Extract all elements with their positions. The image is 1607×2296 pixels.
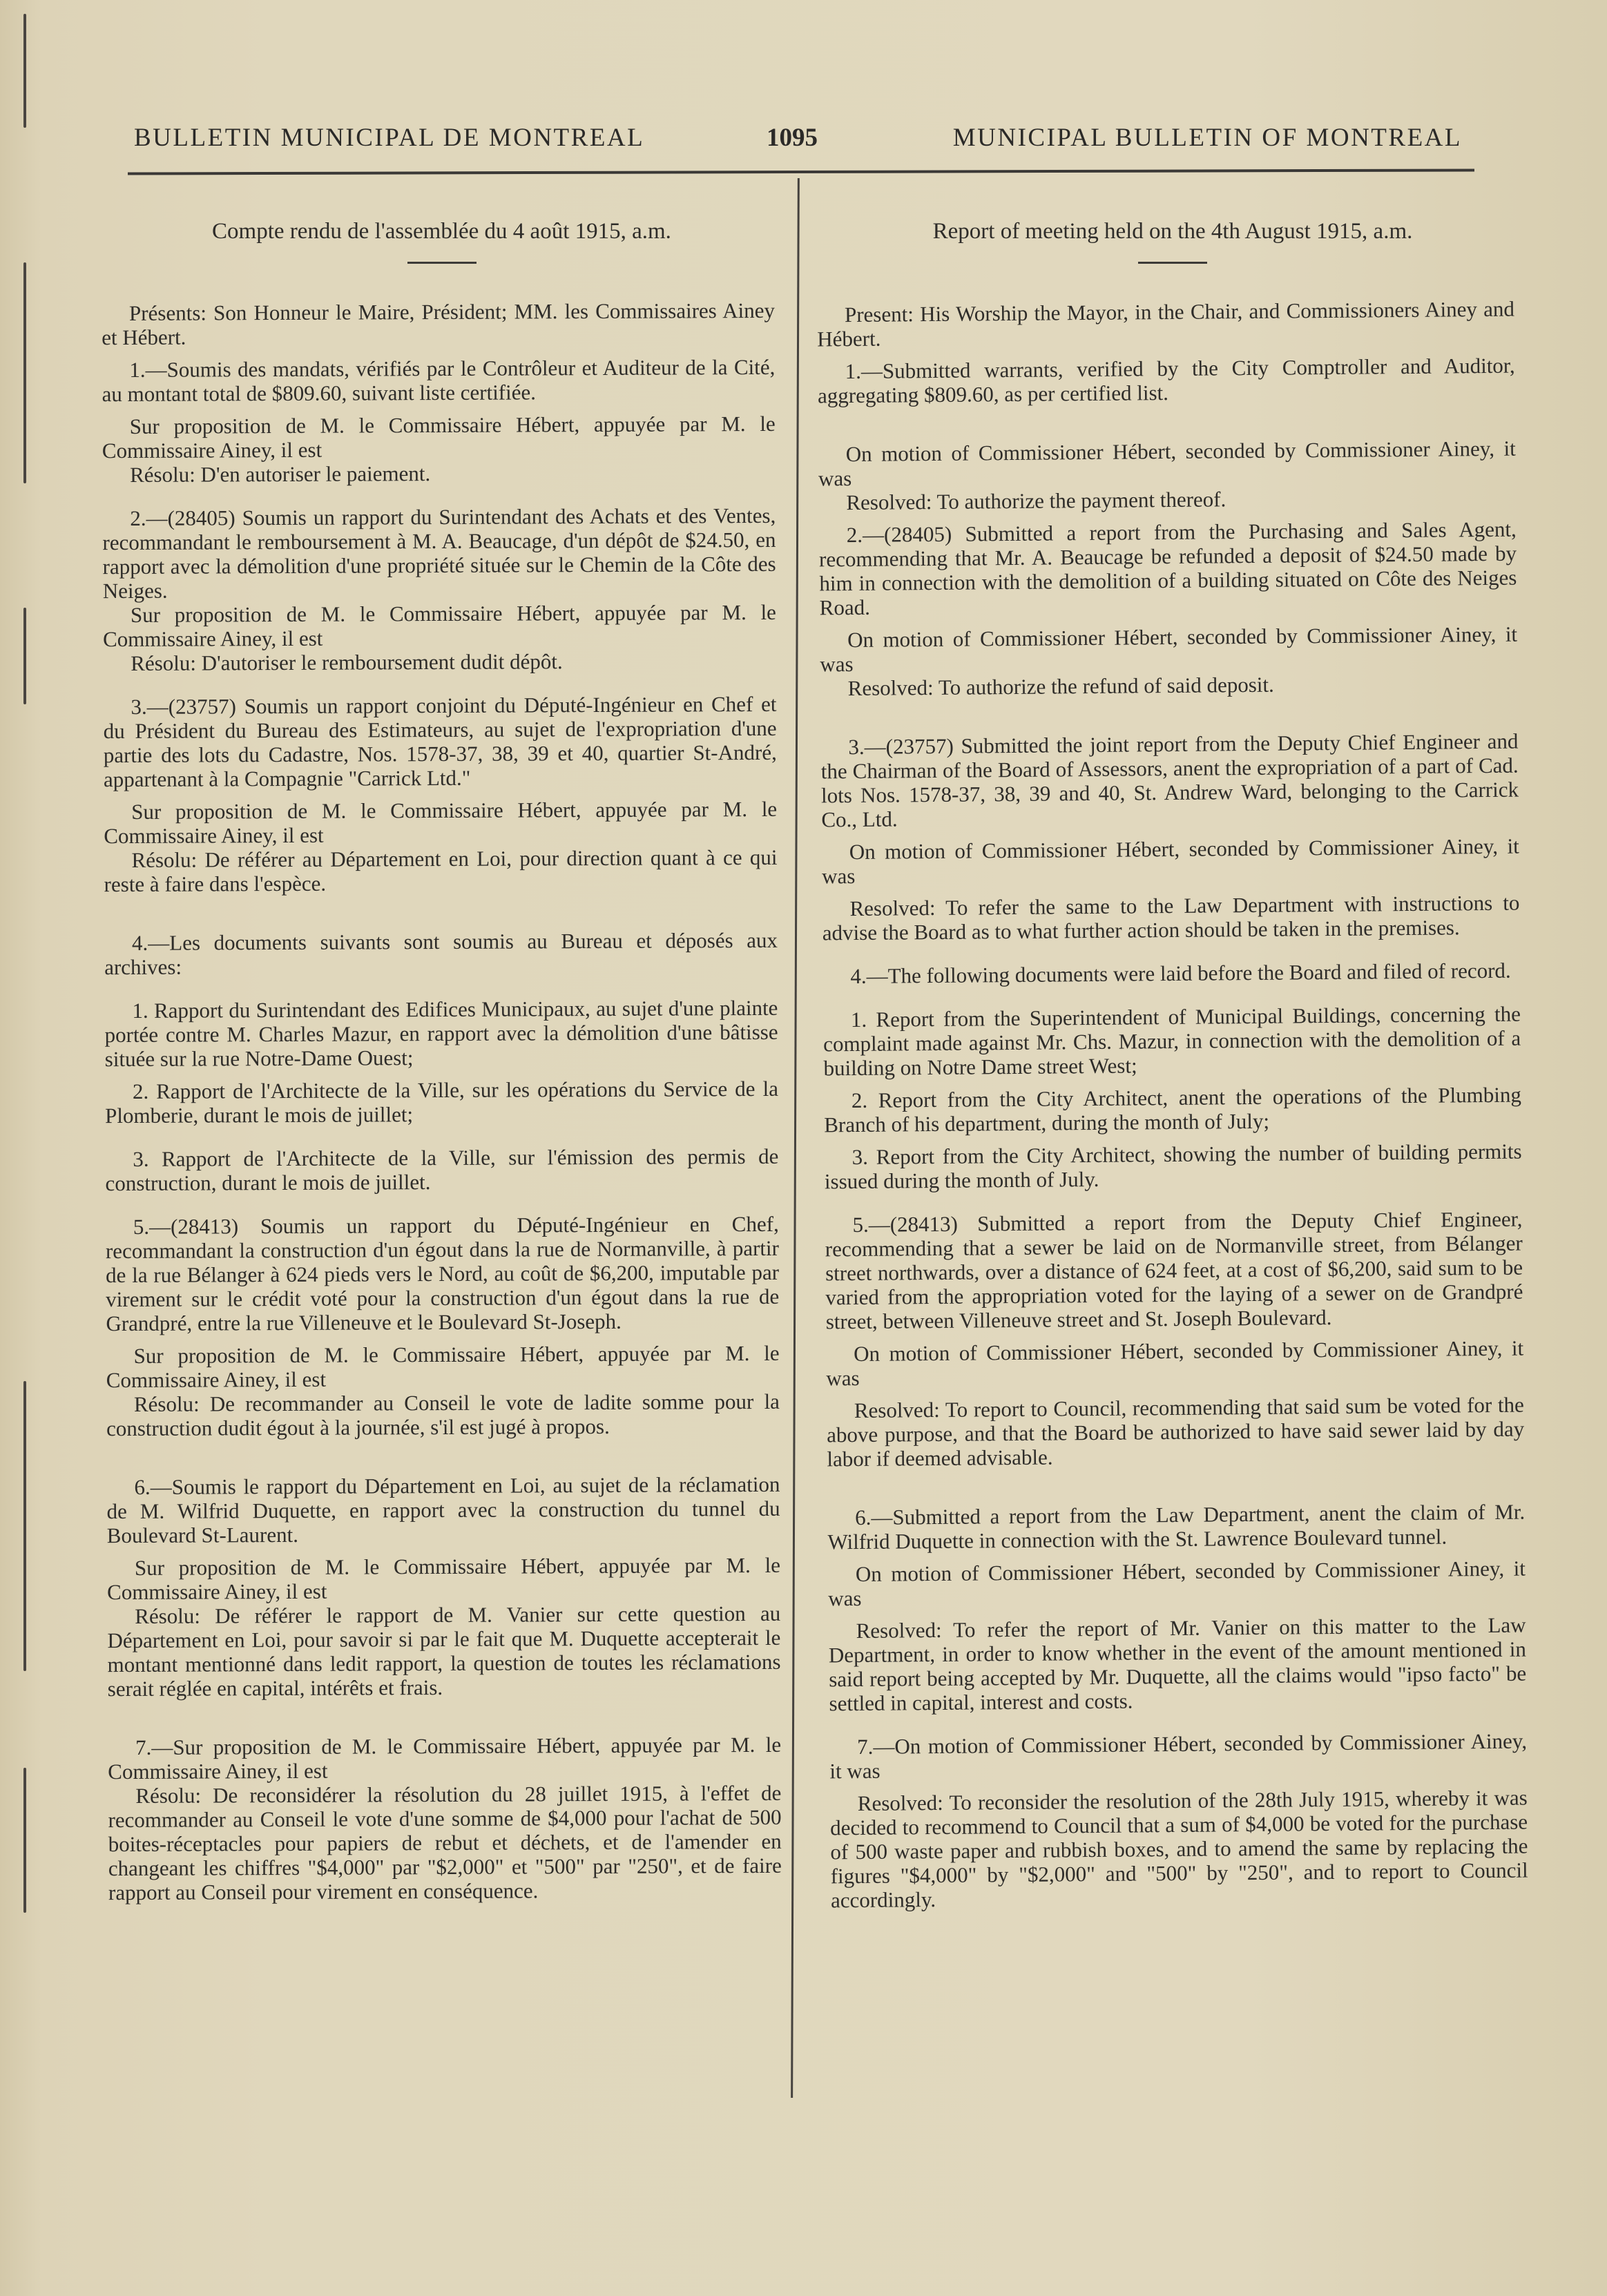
- motion-paragraph: Sur proposition de M. le Commissaire Hébert, appuyée par M. le Commissaire Ainey, il est: [104, 796, 778, 849]
- document-list-item: 1. Report from the Superintendent of Municipal Buildings, concerning the complaint made against Mr. Chs. Mazur, in connection with the demolition of a building on Notre Dame street West;: [823, 1001, 1521, 1081]
- document-list-item: 2. Rapport de l'Architecte de la Ville, sur les opérations du Service de la Plomberie, durant le mois de juillet;: [105, 1076, 778, 1128]
- running-header: [131, 123, 1476, 157]
- item-3-paragraph: 3.—(23757) Submitted the joint report from the Deputy Chief Engineer and the Chairman of the Board of Assessors, anent the expropriation of a part of Cad. lots Nos. 1578-37, 38, 39 and 40, St. Andrew Ward, belonging to the Carrick Co., Ltd.: [820, 729, 1519, 832]
- title-separator: [1138, 262, 1207, 264]
- item-2-paragraph: 2.—(28405) Soumis un rapport du Surintendant des Achats et des Ventes, recommandant le remboursement à M. A. Beaucage, d'un dépôt de $24.50, en rapport avec la démolition d'une propriété située sur le Chemin de la Côte des Neiges.: [102, 503, 776, 604]
- item-1-paragraph: 1.—Soumis des mandats, vérifiés par le Contrôleur et Auditeur de la Cité, au montant total de $809.60, suivant liste certifiée.: [102, 354, 776, 407]
- item-5-paragraph: 5.—(28413) Soumis un rapport du Député-Ingénieur en Chef, recommandant la construction d'un égout dans la rue de Normanville, à partir de la rue Bélanger à 624 pieds vers le Nord, au coût de $6,200, imputable par virement sur le crédit voté pour la construction d'un égout dans la rue de Grandpré, entre la rue Villeneuve et le Boulevard St-Joseph.: [105, 1211, 780, 1336]
- resolution-paragraph: Resolved: To reconsider the resolution of the 28th July 1915, whereby it was decided to recommend to Council that a sum of $4,000 be voted for the purchase of 500 waste paper and rubbish boxes, and to amend the same by replacing the figures "$4,000" by "$2,000" and "500" by "250", and to report to Council accordingly.: [829, 1785, 1528, 1913]
- page-number: 1095: [767, 124, 818, 152]
- motion-paragraph: Sur proposition de M. le Commissaire Hébert, appuyée par M. le Commissaire Ainey, il est: [102, 411, 776, 463]
- resolution-paragraph: Resolved: To refer the report of Mr. Vanier on this matter to the Law Department, in order to know whether in the event of the amount mentioned in said report being accepted by Mr. Duquette, all the claims would "ipso facto" be settled in capital, interest and costs.: [828, 1612, 1527, 1716]
- document-list-item: 3. Rapport de l'Architecte de la Ville, sur l'émission des permis de construction, durant le mois de juillet.: [105, 1144, 779, 1196]
- binding-mark: [23, 14, 26, 128]
- motion-paragraph: Sur proposition de M. le Commissaire Hébert, appuyée par M. le Commissaire Ainey, il est: [107, 1552, 781, 1605]
- resolution-paragraph: Résolu: De recommander au Conseil le vote de ladite somme pour la construction dudit égout à la journée, s'il est jugé à propos.: [106, 1389, 780, 1441]
- attendance-paragraph: Present: His Worship the Mayor, in the Chair, and Commissioners Ainey and Hébert.: [817, 296, 1515, 351]
- item-1-paragraph: 1.—Submitted warrants, verified by the City Comptroller and Auditor, aggregating $809.60, as per certified list.: [817, 353, 1515, 408]
- resolution-paragraph: Resolved: To refer the same to the Law Department with instructions to advise the Board as to what further action should be taken in the premises.: [822, 890, 1520, 945]
- motion-paragraph: Sur proposition de M. le Commissaire Hébert, appuyée par M. le Commissaire Ainey, il est: [106, 1340, 780, 1393]
- resolution-paragraph: Résolu: D'autoriser le remboursement dudit dépôt.: [131, 649, 563, 675]
- item-4-paragraph: 4.—Les documents suivants sont soumis au Bureau et déposés aux archives:: [104, 927, 778, 980]
- document-list-item: 1. Rapport du Surintendant des Edifices Municipaux, au sujet d'une plainte portée contre M. Charles Mazur, en rapport avec la démolition d'une bâtisse située sur la rue Notre-Dame Ouest;: [104, 995, 778, 1072]
- french-minutes: [102, 298, 782, 1904]
- english-minutes: [817, 297, 1528, 1913]
- document-list-item: 2. Report from the City Architect, anent the operations of the Plumbing Branch of his department, during the month of July;: [824, 1082, 1522, 1137]
- english-meeting-title: Report of meeting held on the 4th August 1915, a.m.: [932, 219, 1413, 244]
- resolution-paragraph: Resolved: To authorize the refund of said deposit.: [847, 672, 1274, 701]
- resolution-paragraph: Résolu: De référer le rapport de M. Vanier sur cette question au Département en Loi, pour savoir si par le fait que M. Duquette accepterait le montant mentionné dans ledit rapport, la question de toutes les réclamations serait réglée en capital, intérêts et frais.: [107, 1601, 781, 1701]
- motion-paragraph: On motion of Commissioner Hébert, seconded by Commissioner Ainey, it was: [826, 1335, 1524, 1391]
- header-english-title: MUNICIPAL BULLETIN OF MONTREAL: [952, 124, 1462, 152]
- resolution-paragraph: Resolved: To report to Council, recommending that said sum be voted for the above purpose, and that the Board be authorized to have said sewer laid by day labor if deemed advisable.: [827, 1392, 1525, 1472]
- header-rule: [128, 168, 1474, 175]
- header-french-title: BULLETIN MUNICIPAL DE MONTREAL: [134, 124, 645, 152]
- column-divider: [791, 178, 800, 2098]
- binding-mark: [23, 1381, 26, 1671]
- resolution-paragraph: Résolu: De reconsidérer la résolution du 28 juillet 1915, à l'effet de recommander au Conseil le vote d'une somme de $4,000 pour l'achat de 500 boites-réceptacles pour papiers de rebut et déchets, et de l'amender en changeant les chiffres "$4,000" par "$2,000" et "500" par "250", et de faire rapport au Conseil pour virement en conséquence.: [108, 1780, 782, 1905]
- title-separator: [407, 262, 477, 264]
- french-column: [102, 219, 782, 1905]
- motion-paragraph: On motion of Commissioner Hébert, seconded by Commissioner Ainey, it was: [828, 1556, 1526, 1611]
- item-4-paragraph: 4.—The following documents were laid before the Board and filed of record.: [850, 958, 1511, 989]
- item-5-paragraph: 5.—(28413) Submitted a report from the Deputy Chief Engineer, recommending that a sewer be laid on de Normanville street, from Bélanger street northwards, over a distance of 624 feet, at a cost of $6,200, said sum to be varied from the appropriation voted for the laying of a sewer on de Grandpré street, between Villeneuve street and St. Joseph Boulevard.: [825, 1206, 1523, 1334]
- item-6-paragraph: 6.—Submitted a report from the Law Department, anent the claim of Mr. Wilfrid Duquette in connection with the St. Lawrence Boulevard tunnel.: [827, 1499, 1526, 1554]
- item-3-paragraph: 3.—(23757) Soumis un rapport conjoint du Député-Ingénieur en Chef et du Président du Bureau des Estimateurs, au sujet de l'expropriation d'une partie des lots du Cadastre, Nos. 1578-37, 38, 39 et 40, quartier St-André, appartenant à la Compagnie "Carrick Ltd.": [103, 691, 777, 792]
- resolution-paragraph: Résolu: De référer au Département en Loi, pour direction quant à ce qui reste à faire dans l'espèce.: [104, 845, 778, 897]
- item-7-paragraph: 7.—Sur proposition de M. le Commissaire Hébert, appuyée par M. le Commissaire Ainey, il est: [108, 1732, 782, 1784]
- english-column: [817, 219, 1528, 1913]
- item-7-paragraph: 7.—On motion of Commissioner Hébert, seconded by Commissioner Ainey, it was: [829, 1728, 1528, 1784]
- attendance-paragraph: Présents: Son Honneur le Maire, Président; MM. les Commissaires Ainey et Hébert.: [102, 298, 776, 350]
- motion-paragraph: On motion of Commissioner Hébert, seconded by Commissioner Ainey, it was: [820, 621, 1518, 677]
- item-6-paragraph: 6.—Soumis le rapport du Département en Loi, au sujet de la réclamation de M. Wilfrid Duquette, en rapport avec la construction du tunnel du Boulevard St-Laurent.: [106, 1472, 780, 1548]
- binding-mark: [23, 262, 26, 483]
- binding-mark: [23, 608, 26, 704]
- document-list-item: 3. Report from the City Architect, showing the number of building permits issued during the month of July.: [824, 1139, 1522, 1194]
- resolution-paragraph: Résolu: D'en autoriser le paiement.: [129, 461, 431, 487]
- binding-mark: [23, 1768, 26, 1913]
- motion-paragraph: On motion of Commissioner Hébert, seconded by Commissioner Ainey, it was: [818, 436, 1516, 491]
- resolution-paragraph: Resolved: To authorize the payment thereof.: [846, 487, 1226, 515]
- motion-paragraph: Sur proposition de M. le Commissaire Hébert, appuyée par M. le Commissaire Ainey, il est: [102, 599, 776, 652]
- motion-paragraph: On motion of Commissioner Hébert, seconded by Commissioner Ainey, it was: [821, 833, 1519, 889]
- french-meeting-title: Compte rendu de l'assemblée du 4 août 1915, a.m.: [212, 219, 671, 244]
- item-2-paragraph: 2.—(28405) Submitted a report from the Purchasing and Sales Agent, recommending that Mr. A. Beaucage be refunded a deposit of $24.50 made by him in connection with the demolition of a building situated on Côte des Neiges Road.: [818, 517, 1517, 620]
